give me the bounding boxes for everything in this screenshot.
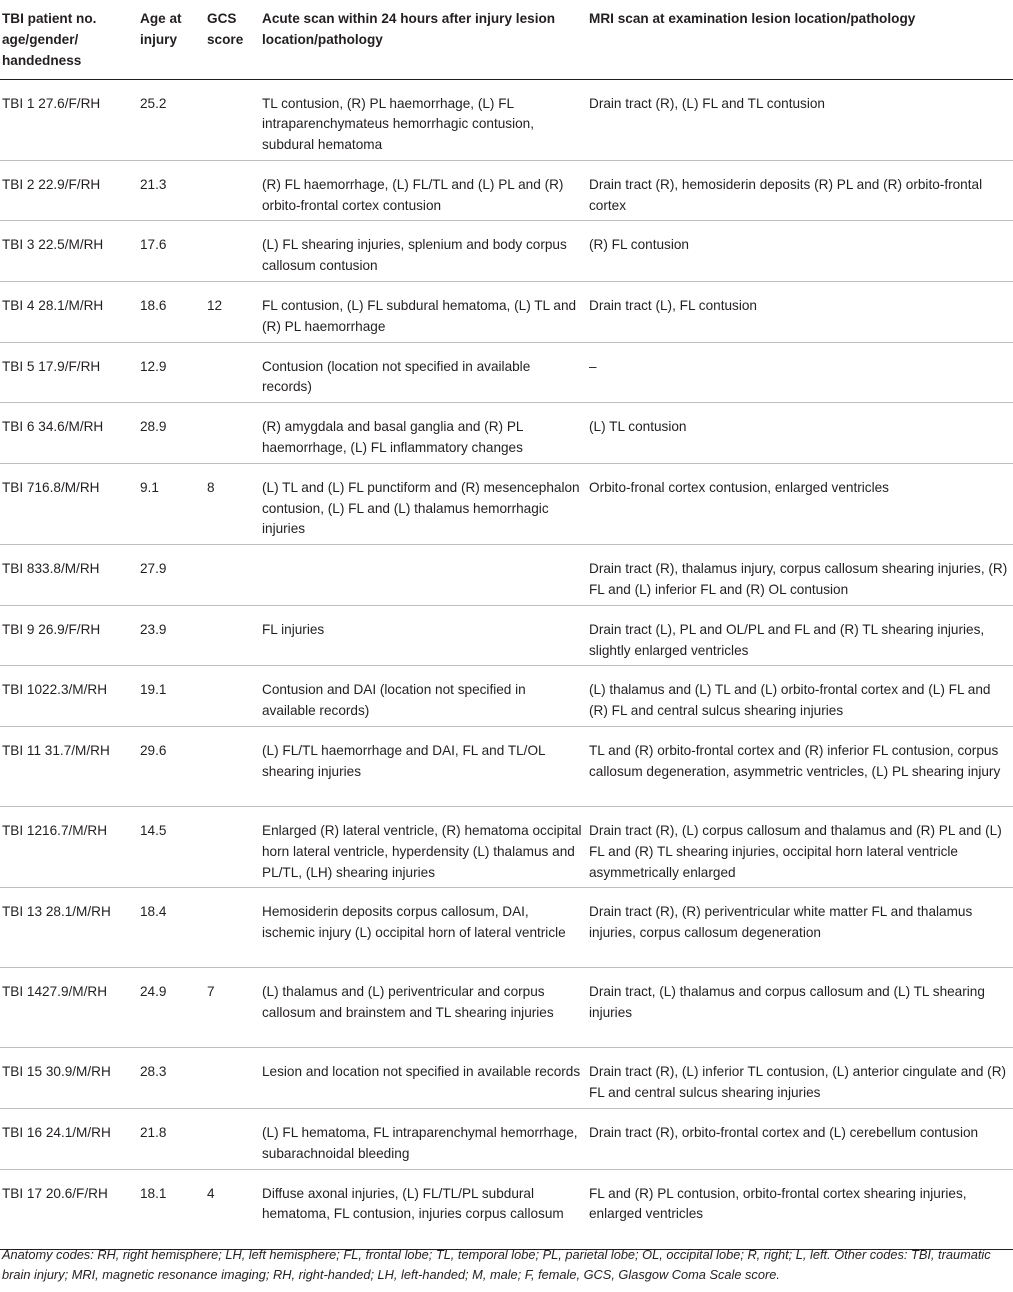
cell-age-at-injury: 28.9 (137, 403, 204, 464)
cell-mri-scan: Drain tract (R), thalamus injury, corpus callosum shearing injuries, (R) FL and (L) inferior FL and (R) OL contusion (586, 545, 1013, 606)
table-row (0, 807, 1013, 888)
cell-mri-scan: Drain tract (R), hemosiderin deposits (R) PL and (R) orbito-frontal cortex (586, 160, 1013, 221)
cell-acute-scan: (R) FL haemorrhage, (L) FL/TL and (L) PL and (R) orbito-frontal cortex contusion (259, 160, 586, 221)
cell-gcs-score: 12 (204, 282, 259, 343)
cell-patient: TBI 716.8/M/RH (0, 463, 137, 544)
cell-gcs-score (204, 221, 259, 282)
cell-patient: TBI 1427.9/M/RH (0, 968, 137, 1048)
cell-gcs-score (204, 666, 259, 727)
cell-mri-scan: (L) TL contusion (586, 403, 1013, 464)
cell-age-at-injury: 12.9 (137, 342, 204, 403)
cell-patient: TBI 833.8/M/RH (0, 545, 137, 606)
cell-acute-scan: (R) amygdala and basal ganglia and (R) PL haemorrhage, (L) FL inflammatory changes (259, 403, 586, 464)
cell-age-at-injury: 21.3 (137, 160, 204, 221)
cell-gcs-score: 7 (204, 968, 259, 1048)
cell-acute-scan: Hemosiderin deposits corpus callosum, DAI, ischemic injury (L) occipital horn of lateral ventricle (259, 888, 586, 968)
cell-acute-scan (259, 545, 586, 606)
table-footnote: Anatomy codes: RH, right hemisphere; LH, left hemisphere; FL, frontal lobe; TL, temporal lobe; PL, parietal lobe; OL, occipital lobe; R, right; L, left. Other codes: TBI, traumatic brain injury; MRI, magnetic resonance imaging; RH, right-handed; LH, left-handed; M, male; F, female, GCS, Glasgow Coma Scale score. (2, 1247, 991, 1282)
table-row (0, 342, 1013, 403)
cell-acute-scan: (L) FL/TL haemorrhage and DAI, FL and TL/OL shearing injuries (259, 727, 586, 807)
cell-gcs-score (204, 403, 259, 464)
header-patient: TBI patient no. age/gender/ handedness (0, 0, 137, 79)
cell-age-at-injury: 29.6 (137, 727, 204, 807)
cell-patient: TBI 4 28.1/M/RH (0, 282, 137, 343)
table-row (0, 1169, 1013, 1249)
cell-mri-scan: Drain tract (L), PL and OL/PL and FL and (R) TL shearing injuries, slightly enlarged ventricles (586, 605, 1013, 666)
cell-age-at-injury: 19.1 (137, 666, 204, 727)
cell-acute-scan: (L) FL shearing injuries, splenium and body corpus callosum contusion (259, 221, 586, 282)
cell-patient: TBI 17 20.6/F/RH (0, 1169, 137, 1249)
cell-mri-scan: Drain tract, (L) thalamus and corpus callosum and (L) TL shearing injuries (586, 968, 1013, 1048)
cell-mri-scan: Drain tract (R), (L) FL and TL contusion (586, 79, 1013, 160)
cell-patient: TBI 5 17.9/F/RH (0, 342, 137, 403)
cell-gcs-score (204, 888, 259, 968)
cell-patient: TBI 11 31.7/M/RH (0, 727, 137, 807)
cell-acute-scan: Enlarged (R) lateral ventricle, (R) hematoma occipital horn lateral ventricle, hyperdensity (L) thalamus and PL/TL, (LH) shearing injuries (259, 807, 586, 888)
table-header (0, 0, 1013, 79)
cell-age-at-injury: 17.6 (137, 221, 204, 282)
cell-gcs-score (204, 1109, 259, 1170)
table-row (0, 968, 1013, 1048)
header-acute-scan: Acute scan within 24 hours after injury lesion location/pathology (259, 0, 586, 79)
table-row (0, 1109, 1013, 1170)
header-mri-scan: MRI scan at examination lesion location/pathology (586, 0, 1013, 79)
table-row (0, 1048, 1013, 1109)
cell-acute-scan: Diffuse axonal injuries, (L) FL/TL/PL subdural hematoma, FL contusion, injuries corpus callosum (259, 1169, 586, 1249)
table-row (0, 605, 1013, 666)
cell-age-at-injury: 25.2 (137, 79, 204, 160)
table-row (0, 463, 1013, 544)
cell-patient: TBI 3 22.5/M/RH (0, 221, 137, 282)
cell-age-at-injury: 24.9 (137, 968, 204, 1048)
cell-mri-scan: Drain tract (R), (L) inferior TL contusion, (L) anterior cingulate and (R) FL and central sulcus shearing injuries (586, 1048, 1013, 1109)
cell-gcs-score: 8 (204, 463, 259, 544)
cell-age-at-injury: 14.5 (137, 807, 204, 888)
table-row (0, 160, 1013, 221)
cell-patient: TBI 2 22.9/F/RH (0, 160, 137, 221)
cell-mri-scan: Drain tract (R), orbito-frontal cortex and (L) cerebellum contusion (586, 1109, 1013, 1170)
cell-acute-scan: (L) thalamus and (L) periventricular and corpus callosum and brainstem and TL shearing injuries (259, 968, 586, 1048)
cell-acute-scan: (L) FL hematoma, FL intraparenchymal hemorrhage, subarachnoidal bleeding (259, 1109, 586, 1170)
cell-patient: TBI 15 30.9/M/RH (0, 1048, 137, 1109)
cell-patient: TBI 1 27.6/F/RH (0, 79, 137, 160)
cell-acute-scan: Contusion (location not specified in available records) (259, 342, 586, 403)
cell-gcs-score (204, 545, 259, 606)
cell-patient: TBI 6 34.6/M/RH (0, 403, 137, 464)
header-gcs: GCS score (204, 0, 259, 79)
table-row (0, 727, 1013, 807)
table-row (0, 221, 1013, 282)
table-row (0, 545, 1013, 606)
header-age: Age at injury (137, 0, 204, 79)
cell-gcs-score (204, 79, 259, 160)
cell-gcs-score (204, 342, 259, 403)
cell-age-at-injury: 18.1 (137, 1169, 204, 1249)
cell-acute-scan: TL contusion, (R) PL haemorrhage, (L) FL intraparenchymateus hemorrhagic contusion, subdural hematoma (259, 79, 586, 160)
cell-mri-scan: Drain tract (R), (L) corpus callosum and thalamus and (R) PL and (L) FL and (R) TL shearing injuries, occipital horn lateral ventricle asymmetrically enlarged (586, 807, 1013, 888)
cell-gcs-score: 4 (204, 1169, 259, 1249)
cell-acute-scan: (L) TL and (L) FL punctiform and (R) mesencephalon contusion, (L) FL and (L) thalamus hemorrhagic injuries (259, 463, 586, 544)
cell-acute-scan: FL injuries (259, 605, 586, 666)
cell-patient: TBI 1022.3/M/RH (0, 666, 137, 727)
cell-patient: TBI 9 26.9/F/RH (0, 605, 137, 666)
table-row (0, 282, 1013, 343)
cell-acute-scan: FL contusion, (L) FL subdural hematoma, (L) TL and (R) PL haemorrhage (259, 282, 586, 343)
table-row (0, 403, 1013, 464)
cell-mri-scan: FL and (R) PL contusion, orbito-frontal cortex shearing injuries, enlarged ventricles (586, 1169, 1013, 1249)
cell-age-at-injury: 9.1 (137, 463, 204, 544)
cell-mri-scan: Drain tract (L), FL contusion (586, 282, 1013, 343)
cell-acute-scan: Lesion and location not specified in available records (259, 1048, 586, 1109)
cell-mri-scan: Drain tract (R), (R) periventricular white matter FL and thalamus injuries, corpus callosum degeneration (586, 888, 1013, 968)
cell-mri-scan: (L) thalamus and (L) TL and (L) orbito-frontal cortex and (L) FL and (R) FL and central sulcus shearing injuries (586, 666, 1013, 727)
table-row (0, 79, 1013, 160)
cell-age-at-injury: 18.4 (137, 888, 204, 968)
cell-age-at-injury: 21.8 (137, 1109, 204, 1170)
cell-mri-scan: TL and (R) orbito-frontal cortex and (R) inferior FL contusion, corpus callosum degeneration, asymmetric ventricles, (L) PL shearing injury (586, 727, 1013, 807)
cell-age-at-injury: 18.6 (137, 282, 204, 343)
cell-age-at-injury: 27.9 (137, 545, 204, 606)
cell-mri-scan: – (586, 342, 1013, 403)
cell-gcs-score (204, 605, 259, 666)
cell-gcs-score (204, 160, 259, 221)
cell-mri-scan: Orbito-fronal cortex contusion, enlarged ventricles (586, 463, 1013, 544)
header-row (0, 0, 1013, 79)
cell-gcs-score (204, 727, 259, 807)
cell-patient: TBI 1216.7/M/RH (0, 807, 137, 888)
table-body (0, 79, 1013, 1249)
cell-mri-scan: (R) FL contusion (586, 221, 1013, 282)
cell-patient: TBI 16 24.1/M/RH (0, 1109, 137, 1170)
table-row (0, 666, 1013, 727)
cell-age-at-injury: 28.3 (137, 1048, 204, 1109)
cell-gcs-score (204, 807, 259, 888)
cell-gcs-score (204, 1048, 259, 1109)
table-row (0, 888, 1013, 968)
cell-acute-scan: Contusion and DAI (location not specified in available records) (259, 666, 586, 727)
cell-patient: TBI 13 28.1/M/RH (0, 888, 137, 968)
cell-age-at-injury: 23.9 (137, 605, 204, 666)
